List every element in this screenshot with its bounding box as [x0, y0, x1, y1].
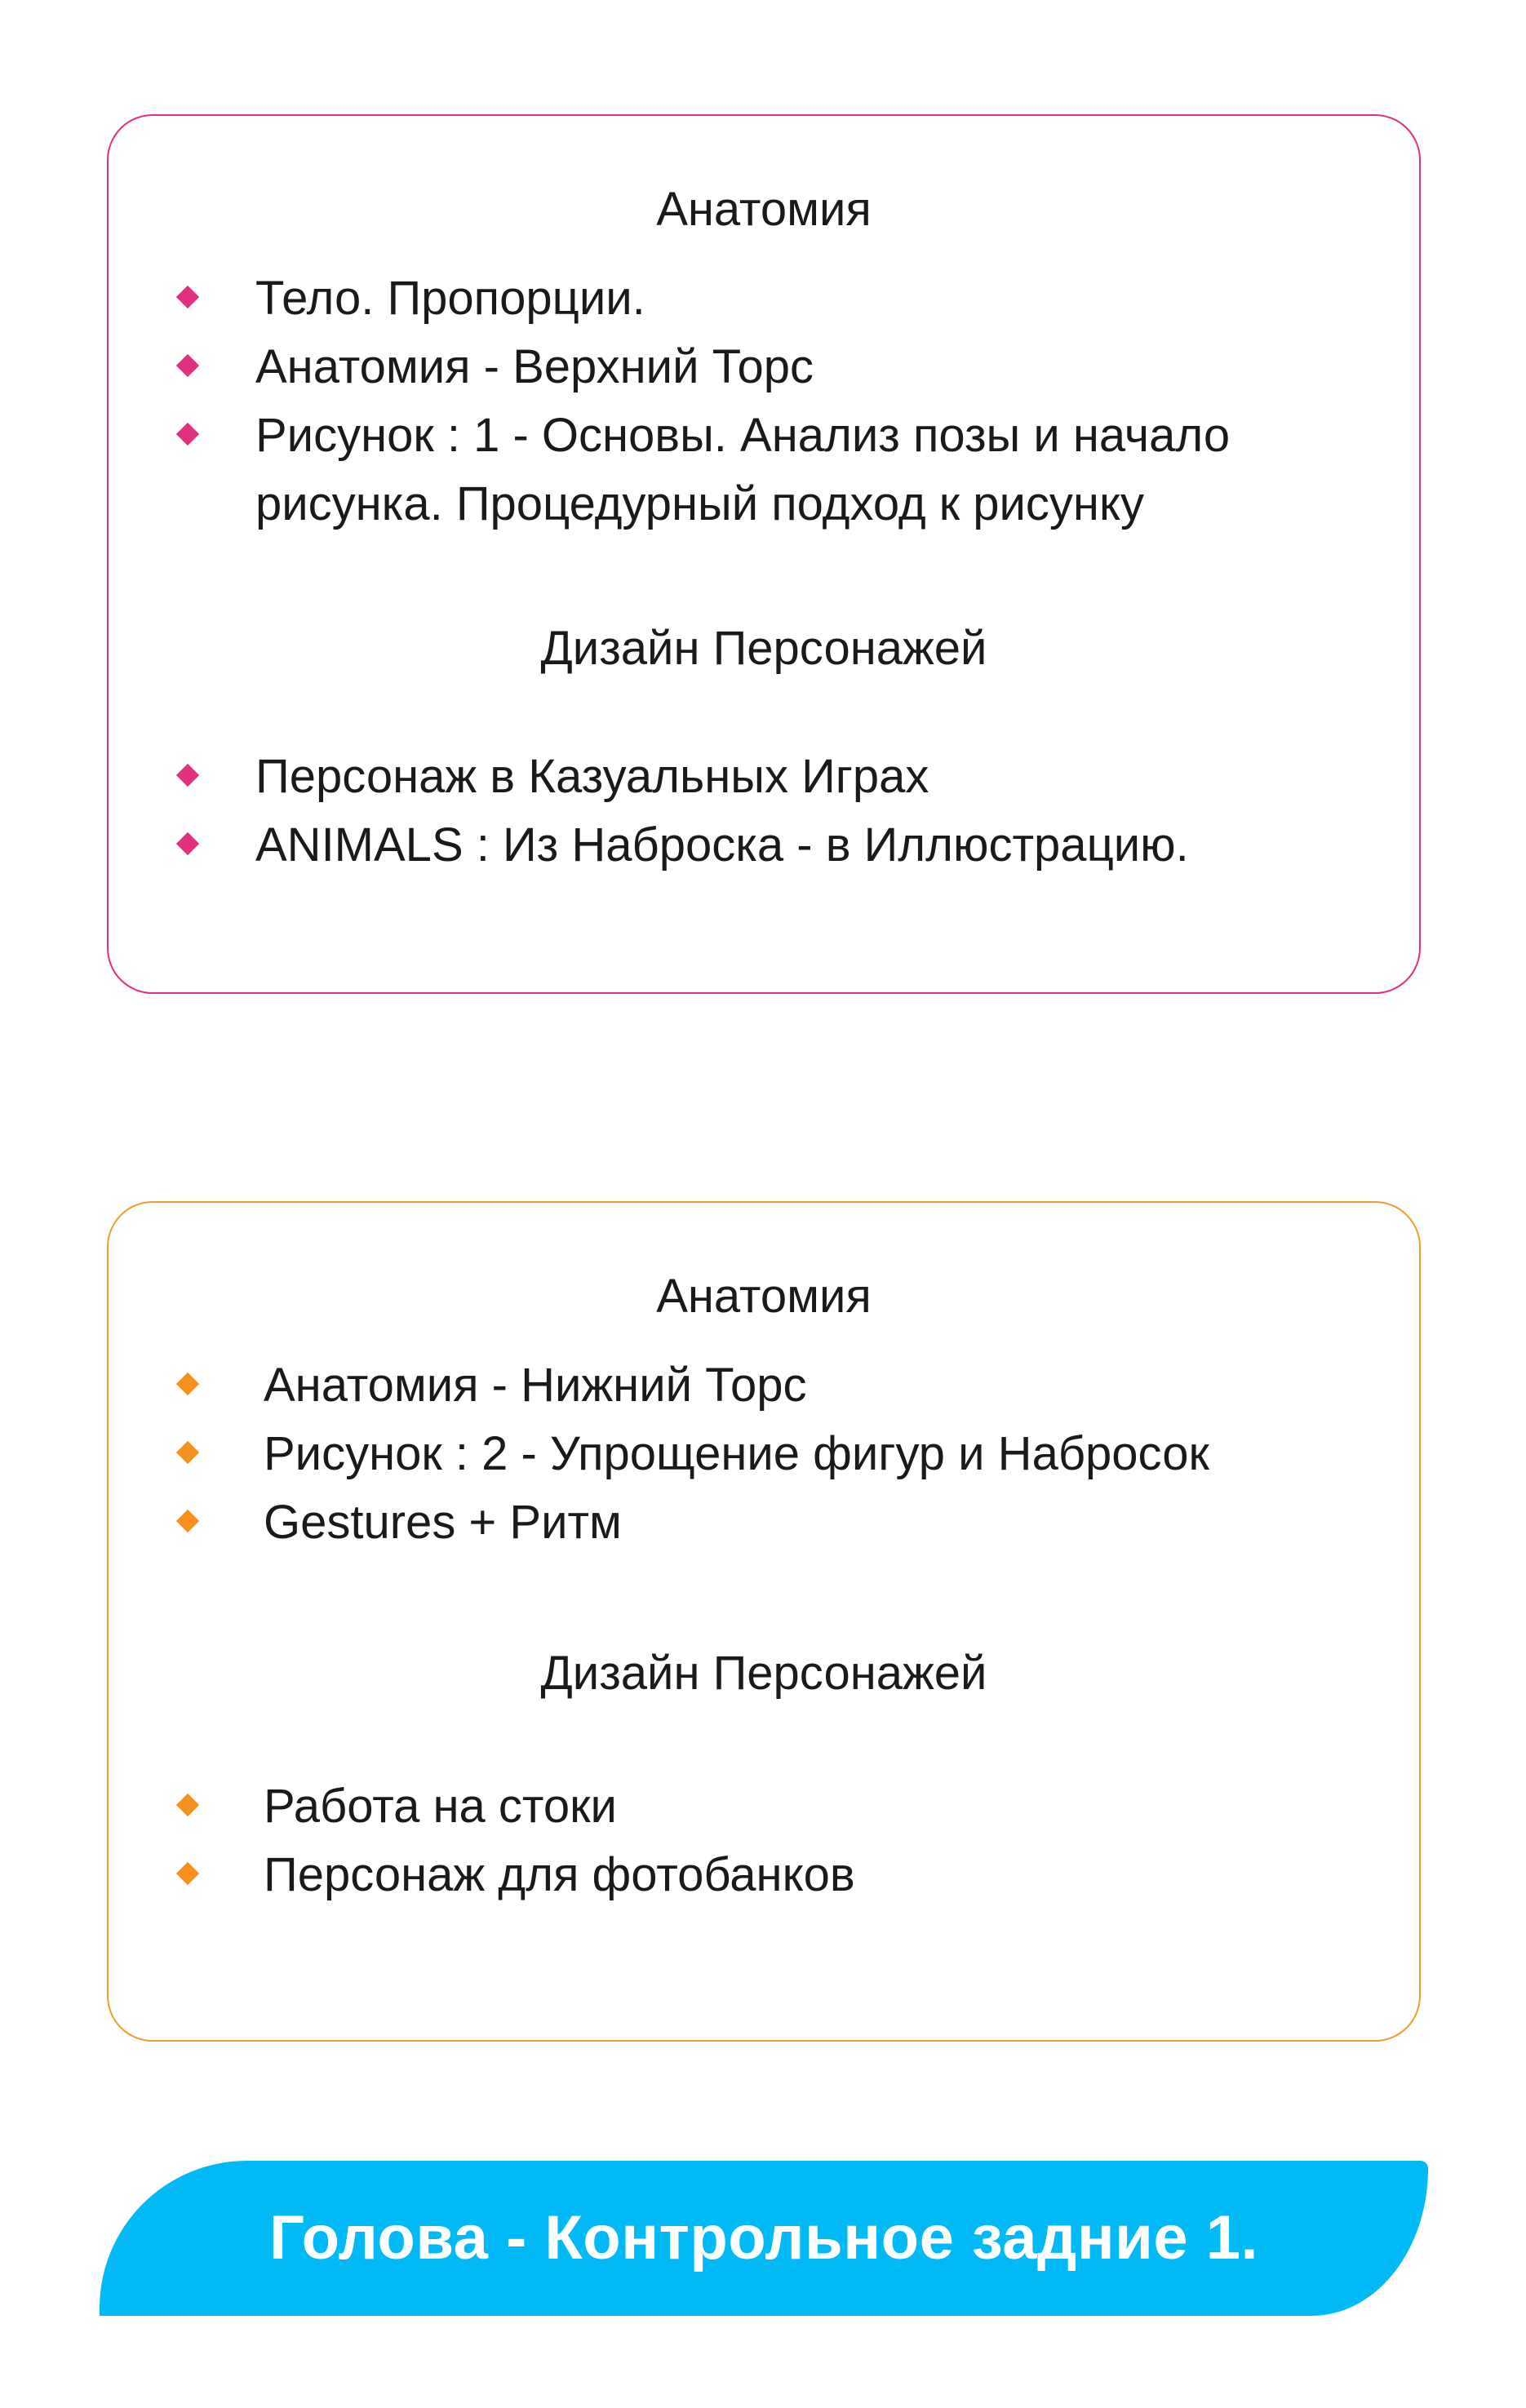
section-heading-character-design: Дизайн Персонажей	[540, 1647, 987, 1700]
diamond-bullet-icon	[176, 354, 199, 377]
control-task-banner	[100, 2161, 1428, 2316]
list-item: Gestures + Ритм	[109, 1488, 1419, 1557]
character-design-topic-list	[109, 743, 1419, 880]
list-item: Тело. Пропорции.	[109, 264, 1419, 333]
diamond-bullet-icon	[176, 832, 199, 855]
list-item: Рисунок : 1 - Основы. Анализ позы и начало рисунка. Процедурный подход к рисунку	[109, 401, 1419, 539]
diamond-bullet-icon	[176, 1373, 199, 1395]
diamond-bullet-icon	[176, 423, 199, 446]
diamond-bullet-icon	[176, 1510, 199, 1532]
banner-label: Голова - Контрольное задние 1.	[268, 2203, 1259, 2273]
list-item: Анатомия - Верхний Торс	[109, 333, 1419, 401]
diamond-bullet-icon	[176, 1862, 199, 1885]
diamond-bullet-icon	[176, 286, 199, 308]
diamond-bullet-icon	[176, 1441, 199, 1464]
module-card-2	[107, 1201, 1421, 2042]
list-item: ANIMALS : Из Наброска - в Иллюстрацию.	[109, 811, 1419, 880]
list-item: Работа на стоки	[109, 1772, 1419, 1841]
list-item: Персонаж в Казуальных Играх	[109, 743, 1419, 811]
diamond-bullet-icon	[176, 1794, 199, 1816]
section-heading-character-design: Дизайн Персонажей	[540, 622, 987, 675]
anatomy-topic-list	[109, 264, 1419, 539]
character-design-topic-list	[109, 1772, 1419, 1909]
module-card-1	[107, 114, 1421, 994]
diamond-bullet-icon	[176, 764, 199, 787]
section-heading-anatomy: Анатомия	[656, 1270, 872, 1323]
list-item: Персонаж для фотобанков	[109, 1841, 1419, 1909]
anatomy-topic-list	[109, 1351, 1419, 1557]
list-item: Анатомия - Нижний Торс	[109, 1351, 1419, 1420]
list-item: Рисунок : 2 - Упрощение фигур и Набросок	[109, 1420, 1419, 1488]
section-heading-anatomy: Анатомия	[656, 183, 872, 236]
